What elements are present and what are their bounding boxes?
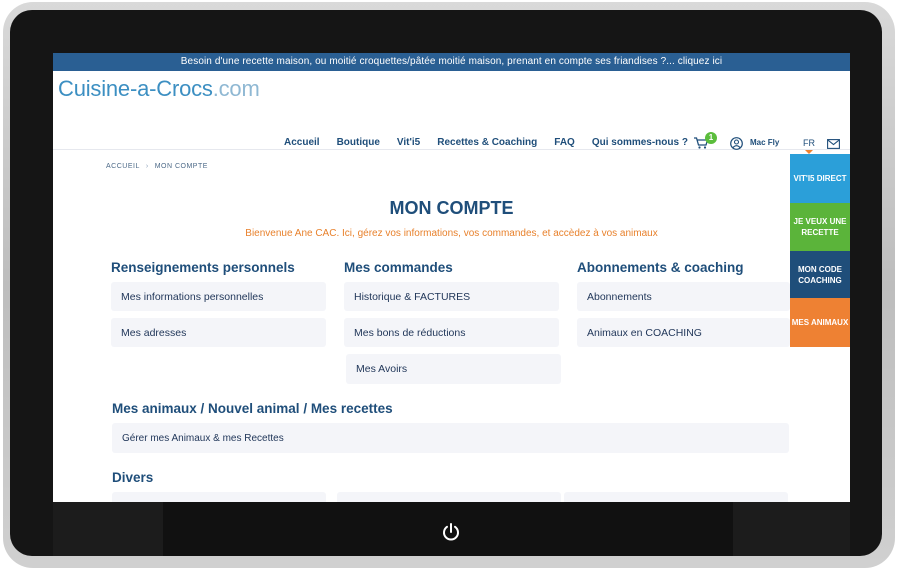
breadcrumb-separator: › [145,163,149,170]
user-icon[interactable] [730,137,743,150]
side-tab-veux-recette[interactable]: JE VEUX UNE RECETTE [790,203,850,251]
card-divers-3[interactable] [564,492,788,502]
side-tab-viti5-direct[interactable]: VIT'I5 DIRECT [790,154,850,203]
logo-suffix: .com [212,76,260,101]
section-animals-title: Mes animaux / Nouvel animal / Mes recettes [112,401,393,416]
card-divers-2[interactable] [337,492,561,502]
breadcrumb-current: MON COMPTE [154,163,208,170]
card-gerer-animaux[interactable]: Gérer mes Animaux & mes Recettes [112,423,789,453]
card-mes-avoirs[interactable]: Mes Avoirs [346,354,561,384]
breadcrumb [106,163,208,170]
page-title: MON COMPTE [389,198,514,218]
card-animaux-coaching[interactable]: Animaux en COACHING [577,318,790,347]
card-mes-informations[interactable]: Mes informations personnelles [111,282,326,311]
card-bons-reductions[interactable]: Mes bons de réductions [344,318,559,347]
language-selector[interactable]: FR [803,138,815,148]
nav-qui-sommes-nous[interactable]: Qui sommes-nous ? [591,137,688,148]
nav-recettes-coaching[interactable]: Recettes & Coaching [437,137,538,148]
card-divers-1[interactable] [112,492,326,502]
card-historique-factures[interactable]: Historique & FACTURES [344,282,559,311]
browser-screen [53,53,850,502]
cart-count-badge: 1 [705,132,717,144]
main-nav [284,137,688,148]
section-misc-title: Divers [112,470,154,485]
logo-main: Cuisine-a-Crocs [58,76,213,101]
nav-boutique[interactable]: Boutique [336,137,380,148]
site-logo[interactable] [58,76,260,102]
section-orders-title: Mes commandes [344,260,453,275]
nav-accueil[interactable]: Accueil [284,137,320,148]
power-icon[interactable] [441,522,461,542]
promo-banner[interactable]: Besoin d'une recette maison, ou moitié croquettes/pâtée moitié maison, prenant en compte ses friandises ?... cliquez ici [53,53,850,71]
section-personal-title: Renseignements personnels [111,260,295,275]
breadcrumb-home[interactable]: ACCUEIL [106,163,140,170]
side-tab-mes-animaux[interactable]: MES ANIMAUX [790,298,850,347]
site-header [53,71,850,150]
nav-faq[interactable]: FAQ [554,137,575,148]
side-tab-code-coaching[interactable]: MON CODE COACHING [790,251,850,298]
welcome-message: Bienvenue Ane CAC. Ici, gérez vos informations, vos commandes, et accèdez à vos animaux [245,228,658,239]
mail-icon[interactable] [827,139,840,149]
card-mes-adresses[interactable]: Mes adresses [111,318,326,347]
section-subscriptions-title: Abonnements & coaching [577,260,744,275]
nav-viti5[interactable]: Vit'i5 [396,137,421,148]
user-name[interactable]: Mac Fly [750,138,780,147]
card-abonnements[interactable]: Abonnements [577,282,790,311]
